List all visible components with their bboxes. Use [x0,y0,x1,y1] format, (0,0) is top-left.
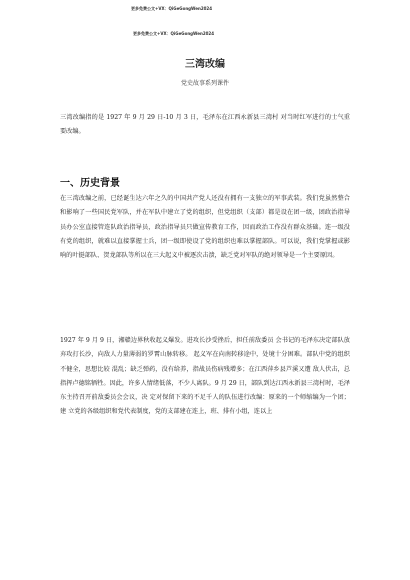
document-title: 三湾改编 [185,59,225,70]
watermark-top: 更多免费公文+VX：QiGeGongWen2024 [131,6,213,11]
document-subtitle: 党史故事系列课件 [180,80,229,87]
section-heading-background: 一、历史背景 [60,178,120,189]
intro-paragraph: 三湾改编指的是 1927 年 9 月 29 日-10 月 3 日，毛泽东在江西永新县三湾村 对当时红军进行的士气重要改编。 [60,114,350,136]
watermark-header: 更多免费公文+VX：QiGeGongWen2024 [133,31,215,36]
background-paragraph-1: 在三湾改编之前，已经诞生达六年之久的中国共产党人还没有拥有一支独立的军事武装。我们党虽然整合和影响了一些国民党军队，并在军队中建立了党的组织，但党组织（支部）都是设在团一级，团政治指导员办公室直接管连队政治指导员，政治指导员只做宣传教育工作，因而政治工作没有群众基础。连一级没有党的组织，就难以直接掌握士兵，团一级即使设了党的组织也难以掌握部队。可以说，我们党掌握或影响的叶挺部队、贺龙部队等所以在三大起义中被逐次击溃，缺乏党对军队的绝对领导是一个主要原因。 [60,195,350,260]
background-paragraph-2: 1927 年 9 月 9 日，湘赣边界秋收起义爆发。进攻长沙受挫后，担任前敌委员 会书记的毛泽东决定部队放弃攻打长沙，向敌人力量薄弱的罗霄山脉转移。 起义军在向南转移途中，处境十分困难。部队中党的组织不健全，思想比较 混乱；缺乏弹药，没有给养，指战员伤病残增多；在江西萍乡县芦溪又遭 敌人伏击，总指挥卢德铭牺牲。因此，许多人情绪低落，不少人离队。9 月 29 日，部队到达江西永新县三湾村时，毛泽东主持召开前敌委员会会议，决 定对保留下来的不足千人的队伍进行改编：原来的一个师缩编为一个团；建 立党的各级组织和党代表制度，党的支部建在连上，班、排有小组，连以上 [60,337,350,416]
